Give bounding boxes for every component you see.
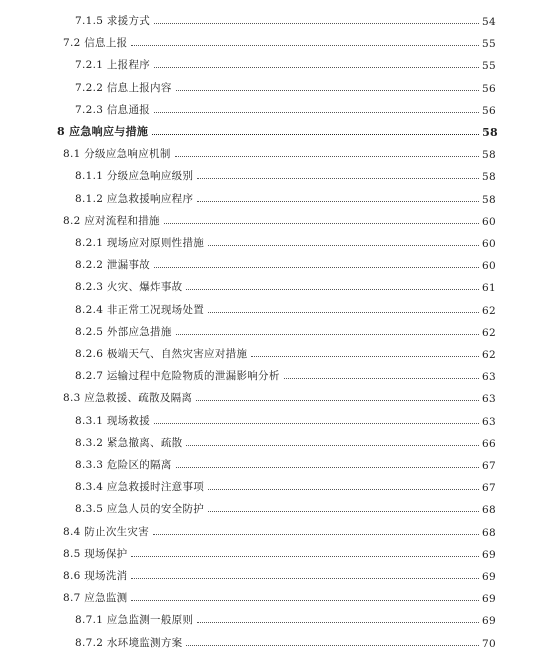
dot-leader: [284, 378, 479, 379]
toc-entry-page-number: 68: [482, 504, 496, 517]
toc-entry-page-number: 56: [482, 104, 496, 117]
dot-leader: [208, 245, 479, 246]
toc-entry-title: 8.7.1 应急监测一般原则: [75, 614, 194, 627]
toc-entry[interactable]: [75, 6, 496, 28]
toc-entry[interactable]: [75, 339, 496, 361]
toc-entry-page-number: 56: [482, 82, 496, 95]
dot-leader: [208, 511, 479, 512]
toc-entry-page-number: 69: [482, 548, 496, 561]
toc-entry-page-number: 55: [482, 38, 496, 51]
dot-leader: [208, 312, 479, 313]
toc-entry[interactable]: [75, 472, 496, 494]
dot-leader: [154, 112, 479, 113]
toc-entry-title: 8.6 现场洗消: [63, 570, 128, 582]
toc-entry-page-number: 70: [482, 637, 496, 650]
dot-leader: [176, 90, 479, 91]
toc-entry-title: 8.3.5 应急人员的安全防护: [75, 503, 205, 516]
dot-leader: [186, 289, 479, 290]
toc-entry-title: 8.7.2 水环境监测方案: [75, 636, 183, 649]
toc-entry-page-number: 68: [482, 526, 496, 539]
toc-entry[interactable]: [63, 383, 496, 405]
dot-leader: [152, 134, 479, 135]
dot-leader: [154, 423, 479, 424]
toc-entry[interactable]: [75, 628, 496, 650]
toc-entry-page-number: 58: [482, 193, 496, 206]
toc-entry-page-number: 69: [482, 615, 496, 628]
toc-entry-page-number: 60: [482, 260, 496, 273]
dot-leader: [196, 400, 479, 401]
toc-entry[interactable]: [75, 317, 496, 339]
toc-entry-title: 8.2 应对流程和措施: [63, 214, 160, 227]
toc-entry-title: 8.3.2 紧急撤离、疏散: [75, 436, 183, 449]
toc-entry-page-number: 61: [482, 282, 496, 295]
dot-leader: [154, 23, 479, 24]
toc-entry-page-number: 62: [482, 349, 496, 361]
dot-leader: [197, 178, 479, 179]
toc-entry-title: 8.2.2 泄漏事故: [75, 259, 151, 272]
toc-entry-page-number: 63: [482, 393, 496, 406]
toc-entry[interactable]: [75, 50, 496, 72]
dot-leader: [154, 267, 479, 268]
toc-entry[interactable]: [75, 605, 496, 627]
toc-entry-page-number: 69: [482, 593, 496, 606]
toc-entry[interactable]: [63, 206, 496, 228]
toc-entry-title: 8.7 应急监测: [63, 592, 128, 605]
toc-entry[interactable]: [75, 450, 496, 472]
dot-leader: [197, 622, 479, 623]
toc-entry-page-number: 54: [482, 16, 496, 28]
toc-entry[interactable]: [57, 117, 498, 139]
toc-entry-page-number: 58: [482, 171, 496, 184]
dot-leader: [131, 45, 479, 46]
toc-entry-page-number: 62: [482, 326, 496, 339]
toc-entry-page-number: 58: [482, 149, 496, 162]
toc-entry[interactable]: [75, 250, 496, 272]
toc-entry-title: 8.4 防止次生灾害: [63, 525, 150, 538]
toc-entry-title: 7.1.5 求援方式: [75, 15, 151, 27]
toc-entry-page-number: 60: [482, 238, 496, 250]
toc-entry-page-number: 63: [482, 415, 496, 428]
dot-leader: [186, 645, 479, 646]
toc-entry-title: 7.2.1 上报程序: [75, 59, 151, 72]
dot-leader: [186, 445, 479, 446]
toc-entry-title: 8.2.6 极端天气、自然灾害应对措施: [75, 348, 248, 360]
toc-entry-page-number: 67: [482, 482, 496, 495]
toc-entry-page-number: 55: [482, 60, 496, 73]
dot-leader: [251, 356, 479, 357]
dot-leader: [197, 201, 479, 202]
toc-entry[interactable]: [75, 228, 496, 250]
dot-leader: [175, 156, 479, 157]
toc-entry[interactable]: [63, 139, 496, 161]
toc-entry-page-number: 66: [482, 437, 496, 450]
toc-entry-title: 7.2.3 信息通报: [75, 103, 151, 116]
toc-entry-title: 8.3.1 现场救援: [75, 414, 151, 427]
dot-leader: [131, 600, 479, 601]
toc-entry-title: 8.3 应急救援、疏散及隔离: [63, 392, 193, 405]
toc-entry[interactable]: [75, 295, 496, 317]
dot-leader: [154, 67, 479, 68]
toc-entry[interactable]: [75, 184, 496, 206]
dot-leader: [176, 467, 479, 468]
toc-entry[interactable]: [75, 428, 496, 450]
toc-entry[interactable]: [75, 95, 496, 117]
toc-entry[interactable]: [63, 28, 496, 50]
toc-entry-page-number: 60: [482, 215, 496, 228]
toc-entry-page-number: 62: [482, 304, 496, 317]
toc-entry-title: 8.2.5 外部应急措施: [75, 325, 172, 338]
toc-entry[interactable]: [75, 73, 496, 95]
toc-entry-title: 8.2.1 现场应对原则性措施: [75, 237, 205, 249]
dot-leader: [131, 578, 479, 579]
toc-entry[interactable]: [63, 583, 496, 605]
toc-entry[interactable]: [75, 361, 496, 383]
dot-leader: [208, 489, 479, 490]
toc-entry-title: 8.2.3 火灾、爆炸事故: [75, 281, 183, 294]
toc-entry-title: 7.2.2 信息上报内容: [75, 81, 172, 94]
toc-entry-title: 8.2.7 运输过程中危险物质的泄漏影响分析: [75, 370, 280, 383]
toc-entry-title: 8.5 现场保护: [63, 547, 128, 560]
toc-entry-title: 8.1 分级应急响应机制: [63, 148, 171, 161]
toc-entry[interactable]: [75, 272, 496, 294]
toc-entry[interactable]: [63, 517, 496, 539]
toc-entry-page-number: 67: [482, 460, 496, 472]
toc-entry-title: 8.1.1 分级应急响应级别: [75, 170, 194, 183]
toc-entry[interactable]: [75, 406, 496, 428]
toc-entry-page-number: 58: [482, 126, 498, 139]
toc-entry-title: 7.2 信息上报: [63, 37, 128, 50]
toc-entry[interactable]: [63, 539, 496, 561]
dot-leader: [131, 556, 479, 557]
dot-leader: [176, 334, 479, 335]
toc-entry-page-number: 63: [482, 371, 496, 384]
toc-entry-title: 8.2.4 非正常工况现场处置: [75, 303, 205, 316]
dot-leader: [153, 534, 479, 535]
toc-entry[interactable]: [75, 494, 496, 516]
toc-entry-title: 8.3.3 危险区的隔离: [75, 459, 172, 471]
dot-leader: [164, 223, 479, 224]
toc-entry-title: 8 应急响应与措施: [57, 125, 149, 138]
toc-entry-title: 8.1.2 应急救援响应程序: [75, 192, 194, 205]
toc-entry-title: 8.3.4 应急救援时注意事项: [75, 481, 205, 494]
toc-entry[interactable]: [75, 161, 496, 183]
toc-entry[interactable]: [63, 561, 496, 583]
toc-entry-page-number: 69: [482, 571, 496, 583]
